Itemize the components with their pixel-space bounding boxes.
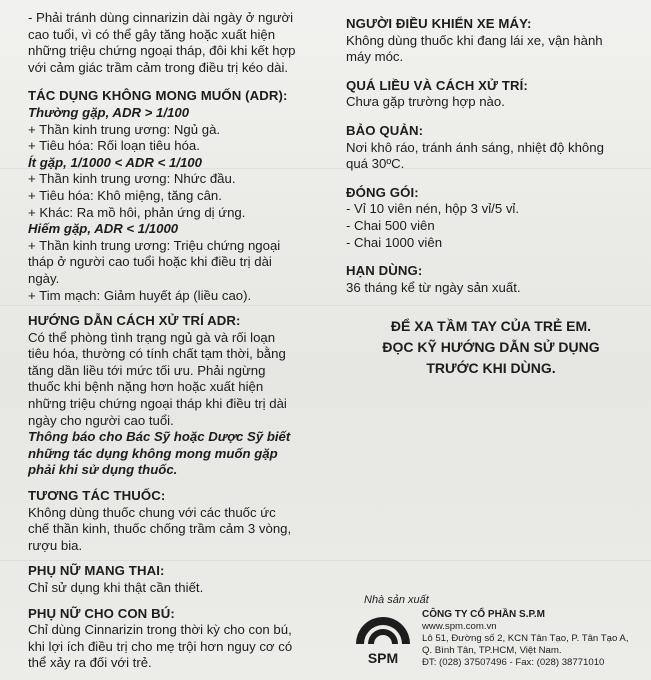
section-title-expiry: HẠN DÙNG:: [346, 263, 423, 279]
text-line: Chưa gặp trường hợp nào.: [346, 94, 505, 110]
text-line: những triệu chứng ngoại tháp khi điều trị dài: [28, 396, 287, 412]
text-line: quá 30ºC.: [346, 156, 405, 172]
warning-line: ĐỂ XA TẦM TAY CỦA TRẺ EM.: [390, 318, 592, 334]
text-line: Thông báo cho Bác Sỹ hoặc Dược Sỹ biết: [28, 429, 291, 445]
text-line: những tác dụng không mong muốn gặp: [28, 445, 278, 461]
list-item: + Khác: Ra mồ hôi, phản ứng dị ứng.: [28, 204, 246, 220]
company-name: CÔNG TY CỔ PHẦN S.P.M: [422, 609, 545, 620]
text-line: thể xảy ra đối với trẻ.: [28, 655, 152, 671]
text-line: Chỉ sử dụng khi thật cần thiết.: [28, 580, 204, 595]
list-item: - Chai 1000 viên: [346, 234, 443, 250]
section-title-packing: ĐÓNG GÓI:: [346, 184, 419, 200]
list-item: - Chai 500 viên: [346, 217, 435, 233]
manufacturer-info: [422, 609, 647, 669]
text-line: tăng dần liều tới mức tối ưu. Phải ngừng: [28, 362, 266, 378]
left-column: [28, 10, 343, 672]
text-line: thuốc khi bệnh nặng hơn hoặc xuất hiện: [28, 379, 264, 395]
subheading-rare: Hiếm gặp, ADR < 1/1000: [28, 221, 179, 237]
logo-text: SPM: [367, 650, 399, 666]
manufacturer-label: Nhà sản xuất: [364, 594, 429, 606]
list-item: + Thần kinh trung ương: Nhức đầu.: [28, 171, 236, 187]
section-title-interaction: TƯƠNG TÁC THUỐC:: [28, 488, 166, 504]
right-column: [346, 16, 636, 296]
subheading-common: Thường gặp, ADR > 1/100: [28, 104, 190, 120]
list-item: + Tiêu hóa: Khô miệng, tăng cân.: [28, 187, 222, 203]
list-item: + Tim mạch: Giảm huyết áp (liều cao).: [28, 287, 252, 303]
company-address: Lô 51, Đường số 2, KCN Tân Tạo, P. Tân Tạo A,: [422, 633, 629, 644]
spm-logo-icon: [348, 610, 418, 666]
section-title-adr: TÁC DỤNG KHÔNG MONG MUỐN (ADR):: [28, 88, 288, 104]
section-title-overdose: QUÁ LIỀU VÀ CÁCH XỬ TRÍ:: [346, 77, 528, 93]
section-title-pregnancy: PHỤ NỮ MANG THAI:: [28, 563, 165, 579]
text-line: phải khi sử dụng thuốc.: [28, 462, 178, 478]
text-line: rượu bia.: [28, 537, 83, 553]
text-line: những triệu chứng ngoại tháp, đôi khi kết hợp: [28, 43, 296, 59]
section-title-lactation: PHỤ NỮ CHO CON BÚ:: [28, 605, 175, 621]
company-address: Q. Bình Tân, TP.HCM, Việt Nam.: [422, 645, 562, 656]
subheading-uncommon: Ít gặp, 1/1000 < ADR < 1/100: [28, 154, 202, 170]
section-title-storage: BẢO QUẢN:: [346, 122, 424, 138]
text-line: khi lợi ích điều trị cho mẹ trội hơn nguy cơ có: [28, 638, 293, 654]
list-item: + Tiêu hóa: Rối loạn tiêu hóa.: [28, 138, 200, 154]
company-phone: ĐT: (028) 37507496 - Fax: (028) 38771010: [422, 657, 605, 668]
text-line: - Phải tránh dùng cinnarizin dài ngày ở người: [28, 10, 294, 25]
section-title-adr-management: HƯỚNG DẪN CÁCH XỬ TRÍ ADR:: [28, 313, 241, 329]
text-line: máy móc.: [346, 49, 404, 65]
warning-line: TRƯỚC KHI DÙNG.: [426, 360, 556, 376]
text-line: ngày cho người cao tuổi.: [28, 412, 174, 428]
list-item: tháp ở người cao tuổi hoặc khi điều trị dài: [28, 254, 272, 270]
text-line: Có thể phòng tình trạng ngủ gà và rối loạn: [28, 329, 276, 345]
text-line: 36 tháng kể từ ngày sản xuất.: [346, 279, 521, 295]
section-title-driver: NGƯỜI ĐIỀU KHIỂN XE MÁY:: [346, 16, 532, 31]
text-line: Chỉ dùng Cinnarizin trong thời kỳ cho con bú,: [28, 622, 292, 638]
elderly-warning: [28, 10, 343, 76]
list-item: + Thần kinh trung ương: Ngủ gà.: [28, 121, 221, 137]
text-line: cao tuổi, vì có thể gây tăng hoặc xuất hiện: [28, 26, 276, 42]
text-line: Không dùng thuốc chung với các thuốc ức: [28, 504, 276, 520]
text-line: chế thần kinh, thuốc chống trầm cảm 3 vòng,: [28, 521, 292, 537]
child-safety-warning: [346, 316, 636, 379]
text-line: Không dùng thuốc khi đang lái xe, vận hành: [346, 32, 603, 48]
doctor-notice: [28, 429, 343, 479]
warning-line: ĐỌC KỸ HƯỚNG DẪN SỬ DỤNG: [382, 339, 600, 355]
text-line: với cảm giác trầm cảm trong điều trị kéo dài.: [28, 59, 289, 75]
list-item: ngày.: [28, 270, 60, 286]
company-website: www.spm.com.vn: [422, 621, 497, 632]
text-line: Nơi khô ráo, tránh ánh sáng, nhiệt độ không: [346, 139, 604, 155]
list-item: + Thần kinh trung ương: Triệu chứng ngoại: [28, 237, 281, 253]
list-item: - Vỉ 10 viên nén, hộp 3 vỉ/5 vỉ.: [346, 201, 520, 217]
text-line: tiêu hóa, thường có tính chất tạm thời, bằng: [28, 346, 286, 362]
